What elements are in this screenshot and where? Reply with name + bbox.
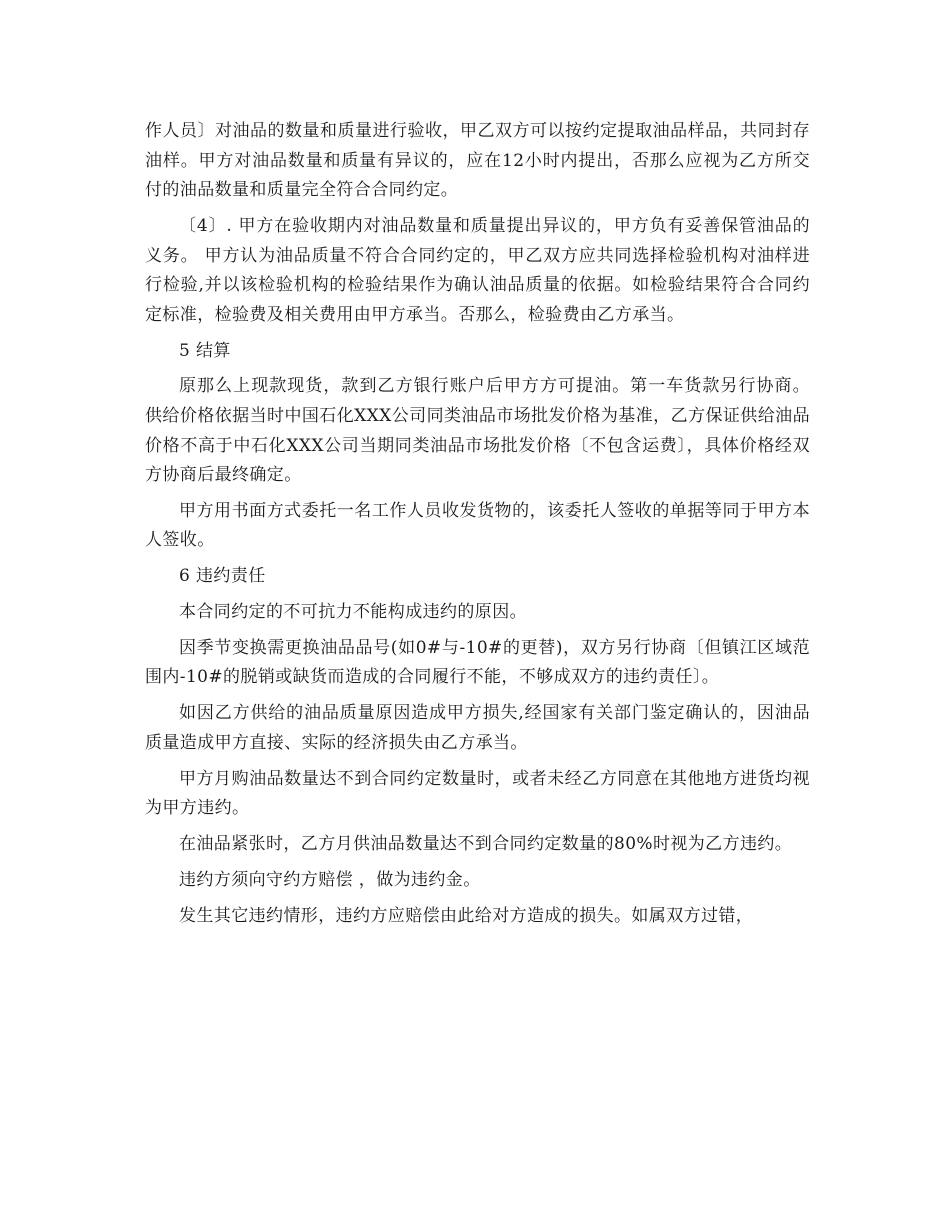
paragraph-authorized-receiver: 甲方用书面方式委托一名工作人员收发货物的，该委托人签收的单据等同于甲方本人签收。	[145, 500, 810, 551]
paragraph-clause-4-objection: 〔4〕. 甲方在验收期内对油品数量和质量提出异议的，甲方负有妥善保管油品的义务。 甲方认为油品质量不符合合同约定的，甲乙双方应共同选择检验机构对油样进行检验,并以该检验机构的检验结果作为确认油品质量的依据。如检验结果符合合同约定标准，检验费及相关费用由甲方承当。否那么，检验费由乙方承当。	[145, 215, 810, 325]
paragraph-quality-loss: 如因乙方供给的油品质量原因造成甲方损失,经国家有关部门鉴定确认的，因油品质量造成甲方直接、实际的经济损失由乙方承当。	[145, 703, 810, 753]
paragraph-penalty: 违约方须向守约方赔偿 ，做为违约金。	[179, 869, 481, 890]
paragraph-seasonal-grade-change: 因季节变换需更换油品品号(如0#与-10#的更替)，双方另行协商〔但镇江区域范围内-10#的脱销或缺货而造成的合同履行不能，不够成双方的违约责任〕。	[145, 637, 810, 688]
paragraph-other-breach: 发生其它违约情形，违约方应赔偿由此给对方造成的损失。如属双方过错，	[179, 905, 754, 926]
document-body	[145, 117, 810, 937]
paragraph-settlement-pricing: 原那么上现款现货，款到乙方银行账户后甲方方可提油。第一车货款另行协商。 供给价格依据当时中国石化XXX公司同类油品市场批发价格为基准，乙方保证供给油品价格不高于中石化XXX公司当期同类油品市场批发价格〔不包含运费〕，具体价格经双方协商后最终确定。	[145, 376, 810, 486]
section-heading-liability: 6 违约责任	[179, 566, 266, 587]
paragraph-inspection-continued: 作人员〕对油品的数量和质量进行验收，甲乙双方可以按约定提取油品样品，共同封存油样。甲方对油品数量和质量有异议的，应在12小时内提出，否那么应视为乙方所交付的油品数量和质量完全符合合同约定。	[145, 121, 810, 201]
paragraph-party-b-breach: 在油品紧张时，乙方月供油品数量达不到合同约定数量的80%时视为乙方违约。	[179, 833, 793, 854]
paragraph-force-majeure: 本合同约定的不可抗力不能构成违约的原因。	[179, 602, 527, 623]
paragraph-party-a-breach: 甲方月购油品数量达不到合同约定数量时，或者未经乙方同意在其他地方进货均视为甲方违约。	[145, 768, 810, 819]
section-heading-settlement: 5 结算	[179, 340, 231, 361]
